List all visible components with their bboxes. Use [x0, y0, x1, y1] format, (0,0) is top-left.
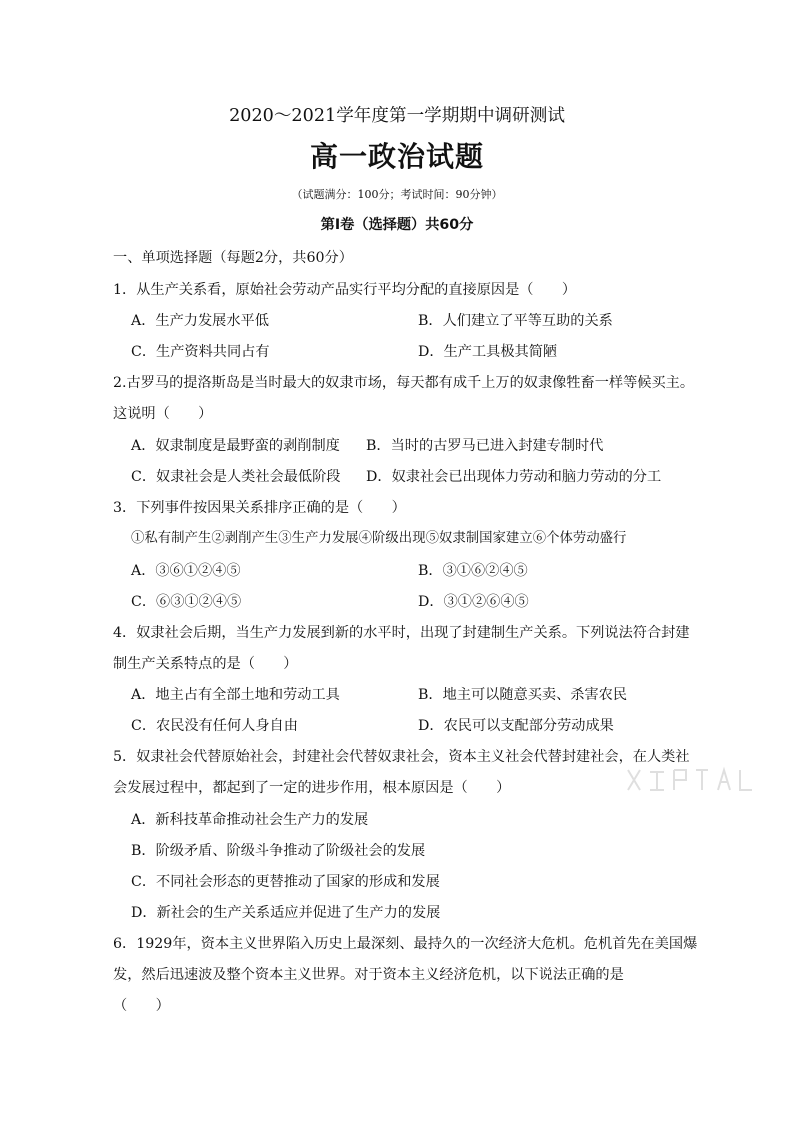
question-2-option-c[interactable]: C．奴隶社会是人类社会最低阶段 [131, 469, 341, 485]
question-2-option-d[interactable]: D．奴隶社会已出现体力劳动和脑力劳动的分工 [366, 469, 662, 485]
question-1-option-a[interactable]: A．生产力发展水平低 [131, 313, 269, 329]
question-1-option-d[interactable]: D．生产工具极其简陋 [418, 344, 558, 360]
exam-info: （试题满分：100分；考试时间：90分钟） [291, 188, 503, 201]
question-5-stem-line-2: 会发展过程中，都起到了一定的进步作用，根本原因是（ ） [113, 780, 511, 796]
watermark-logo [620, 762, 760, 798]
question-5-option-a[interactable]: A．新科技革命推动社会生产力的发展 [131, 812, 369, 828]
question-4-option-d[interactable]: D．农民可以支配部分劳动成果 [418, 718, 614, 734]
question-4-stem-line-1: 4．奴隶社会后期，当生产力发展到新的水平时，出现了封建制生产关系。下列说法符合封建 [113, 625, 690, 641]
question-6-stem-line-1: 6．1929年，资本主义世界陷入历史上最深刻、最持久的一次经济大危机。危机首先在美国爆 [113, 936, 698, 952]
question-4-option-a[interactable]: A．地主占有全部土地和劳动工具 [131, 687, 340, 703]
question-3-stem: 3．下列事件按因果关系排序正确的是（ ） [113, 500, 406, 516]
question-2-option-a[interactable]: A．奴隶制度是最野蛮的剥削制度 [131, 438, 340, 454]
question-2-stem-line-2: 这说明（ ） [113, 406, 213, 422]
question-3-option-a[interactable]: A．③⑥①②④⑤ [131, 563, 241, 579]
question-3-option-b[interactable]: B．③①⑥②④⑤ [418, 563, 528, 579]
question-4-stem-line-2: 制生产关系特点的是（ ） [113, 656, 298, 672]
question-4-option-b[interactable]: B．地主可以随意买卖、杀害农民 [418, 687, 628, 703]
question-1-option-b[interactable]: B．人们建立了平等互助的关系 [418, 313, 613, 329]
question-6-stem-line-3: （ ） [113, 998, 170, 1014]
question-4-option-c[interactable]: C．农民没有任何人身自由 [131, 718, 298, 734]
question-5-option-b[interactable]: B．阶级矛盾、阶级斗争推动了阶级社会的发展 [131, 843, 426, 859]
question-1-option-c[interactable]: C．生产资料共同占有 [131, 344, 270, 360]
question-5-option-c[interactable]: C．不同社会形态的更替推动了国家的形成和发展 [131, 874, 440, 890]
question-2-stem-line-1: 2.古罗马的提洛斯岛是当时最大的奴隶市场，每天都有成千上万的奴隶像牲畜一样等候买主。 [113, 375, 695, 391]
question-1-stem: 1．从生产关系看，原始社会劳动产品实行平均分配的直接原因是（ ） [113, 282, 577, 298]
subject-title: 高一政治试题 [309, 140, 484, 173]
section-heading: 一、单项选择题（每题2分，共60分） [113, 250, 353, 266]
question-3-event-list: ①私有制产生②剥削产生③生产力发展④阶级出现⑤奴隶制国家建立⑥个体劳动盛行 [131, 531, 627, 546]
exam-title: 2020～2021学年度第一学期期中调研测试 [229, 106, 565, 126]
question-3-option-d[interactable]: D．③①②⑥④⑤ [418, 594, 529, 610]
part-title: 第Ⅰ卷（选择题）共60分 [320, 217, 474, 233]
question-5-option-d[interactable]: D．新社会的生产关系适应并促进了生产力的发展 [131, 905, 441, 921]
question-3-option-c[interactable]: C．⑥③①②④⑤ [131, 594, 242, 610]
question-6-stem-line-2: 发，然后迅速波及整个资本主义世界。对于资本主义经济危机，以下说法正确的是 [113, 967, 624, 983]
question-5-stem-line-1: 5．奴隶社会代替原始社会，封建社会代替奴隶社会，资本主义社会代替封建社会，在人类社 [113, 749, 690, 765]
question-2-option-b[interactable]: B．当时的古罗马已进入封建专制时代 [366, 438, 604, 454]
